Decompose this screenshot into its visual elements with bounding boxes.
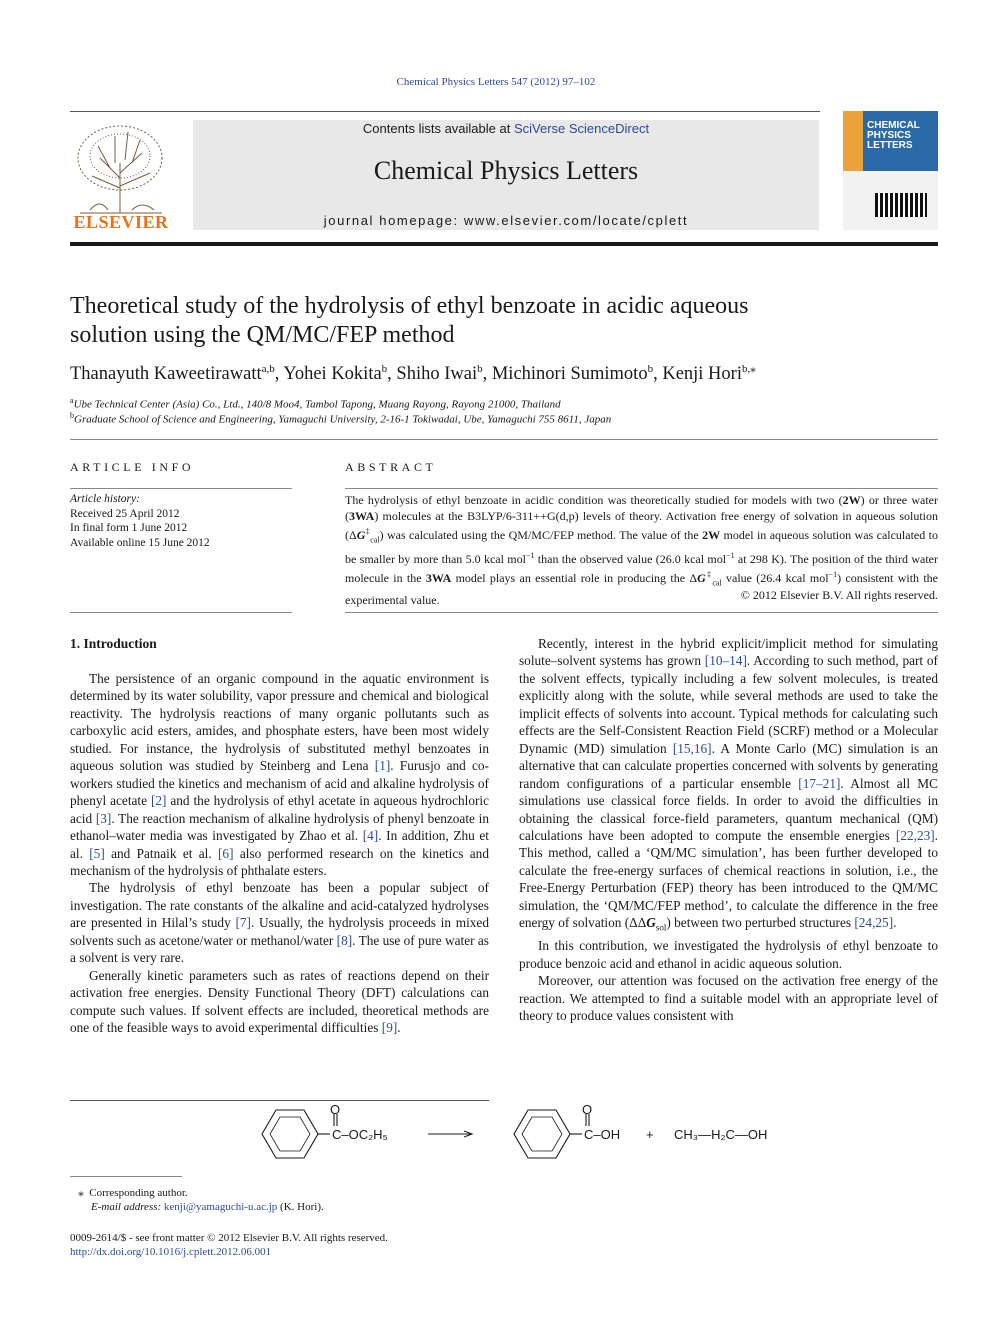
sciencedirect-link[interactable]: SciVerse ScienceDirect	[513, 121, 650, 136]
journal-homepage: journal homepage: www.elsevier.com/locate/cplett	[323, 213, 689, 228]
divider	[70, 488, 292, 489]
divider	[345, 612, 938, 613]
article-info-heading: ARTICLE INFO	[70, 460, 195, 474]
divider	[70, 439, 938, 440]
copyright: © 2012 Elsevier B.V. All rights reserved.	[740, 588, 938, 602]
author: Michinori Sumimoto$^b$,	[491, 363, 663, 385]
author: Yohei Kokita$^b$,	[283, 363, 397, 385]
author: Shiho Iwai$^b$,	[396, 363, 492, 385]
affiliation-a: $^a$Ube Technical Center (Asia) Co., Ltd., 140/8 Moo4, Tambol Tapong, Muang Rayong, Rayong 21000, Thailand	[70, 396, 561, 411]
cover-title: CHEMICAL PHYSICS LETTERS	[867, 120, 920, 151]
email-note: E-mail address: kenji@yamaguchi-u.ac.jp (K. Hori).	[91, 1201, 324, 1213]
ester-group-label: C–OC₂H₅	[332, 1127, 388, 1142]
abstract-heading: ABSTRACT	[345, 460, 437, 474]
article-title: Theoretical study of the hydrolysis of ethyl benzoate in acidic aqueous solution using the QM/MC/FEP method	[70, 293, 749, 348]
acid-group-label: C–OH	[584, 1127, 621, 1142]
reaction-scheme	[250, 1098, 790, 1168]
paragraph: The persistence of an organic compound in the aquatic environment is determined by its water solubility, vapor pressure and chemical and biological reactivity. The hydrolysis reactions of many organic pollutants such as carboxylic acid esters, amides, and phosphate esters, have been most widely studied. For instance, the hydrolysis of substituted methyl benzoates in aqueous solution was studied by Steinberg and Lena [1]. Furusjo and co-workers studied the kinetics and mechanism of acid and alkaline hydrolysis of phenyl acetate [2] and the hydrolysis of ethyl acetate in aqueous hydrochloric acid [3]. The reaction mechanism of alkaline hydrolysis of phenyl benzoate in ethanol–water media was investigated by Zhao et al. [4]. In addition, Zhu et al. [5] and Patnaik et al. [6] also performed research on the kinetics and mechanism of the hydrolysis of phthalate esters.	[70, 671, 489, 878]
header-rule	[70, 111, 820, 112]
divider	[345, 488, 938, 489]
corresponding-author-note: ⁎ Corresponding author.	[78, 1187, 188, 1199]
author-list	[70, 362, 938, 385]
issn-line: 0009-2614/$ - see front matter © 2012 Elsevier B.V. All rights reserved.	[70, 1232, 388, 1244]
journal-title: Chemical Physics Letters	[373, 156, 639, 185]
ethanol-formula: CH₃—H₂C—OH	[674, 1127, 768, 1142]
section-heading-introduction: 1. Introduction	[70, 636, 157, 651]
elsevier-wordmark: ELSEVIER	[73, 212, 169, 232]
author-email-link[interactable]: kenji@yamaguchi-u.ac.jp	[163, 1201, 278, 1213]
paragraph: The hydrolysis of ethyl benzoate has been a popular subject of investigation. The rate constants of the alkaline and acid-catalyzed hydrolyses are presented in Hilal’s study [7]. Usually, the hydrolysis proceeds in mixed solvents such as acetone/water or methanol/water [8]. The use of pure water as a solvent is very rare.	[70, 880, 489, 966]
header-thick-rule	[70, 242, 938, 246]
paragraph: Moreover, our attention was focused on the activation free energy of the reaction. We attempted to find a suitable model with an appropriate level of theory to produce values consistent with	[519, 973, 938, 1024]
author: Thanayuth Kaweetirawatt$^{a,b}$,	[70, 363, 284, 385]
paragraph: In this contribution, we investigated the hydrolysis of ethyl benzoate to produce benzoic acid and ethanol in acidic aqueous solution.	[519, 938, 938, 971]
abstract-text: The hydrolysis of ethyl benzoate in acidic condition was theoretically studied for models with two (2W) or three water (3WA) molecules at the B3LYP/6-311++G(d,p) levels of theory. Activation free energy of solvation in aqueous solution $(\Delta G^\ddagger_{cal})$ was calculated using the QM/MC/FEP method. The value of the 2W model in aqueous solution was calculated to be smaller by more than 5.0 kcal mol$^{-1}$ than the observed value (26.0 kcal mol$^{-1}$ at 298 K). The position of the third water molecule in the 3WA model plays an essential role in producing the $\Delta G^\ddagger_{cal}$ value (26.4 kcal mol$^{-1}$) consistent with the experimental value.	[345, 493, 939, 607]
doi-link[interactable]: http://dx.doi.org/10.1016/j.cplett.2012.06.001	[70, 1246, 272, 1258]
carbonyl-oxygen-label: O	[330, 1102, 341, 1117]
homepage-url[interactable]: www.elsevier.com/locate/cplett	[463, 213, 689, 228]
paragraph: Recently, interest in the hybrid explicit/implicit method for simulating solute–solvent systems has grown [10–14]. According to such method, part of the solvent effects, typically including a few solvent molecules, is treated explicitly along with the solute, while several methods are used to take the implicit effects of solvents into account. Typical methods for calculating such effects are the Self-Consistent Reaction Field (SCRF) method or a Molecular Dynamic (MD) simulation [15,16]. A Monte Carlo (MC) simulation is an alternative that can calculate properties concerned with solvents by generating random configurations of a particular ensemble [17–21]. Almost all MC simulations use classical force fields. In order to avoid the difficulties in obtaining the classical force-field parameters, quantum mechanical (QM) calculations have been adopted to compute the ensemble energies [22,23]. This method, called a ‘QM/MC simulation’, has been further developed to calculate the free-energy surfaces of chemical reactions in solution, i.e., the Free-Energy Perturbation (FEP) theory has been introduced to the QM/MC simulation, the ‘QM/MC/FEP method’, to calculate the difference in the free energy of solvation $(\Delta\Delta G_{sol})$ between two perturbed structures [24,25].	[519, 636, 938, 933]
carbonyl-oxygen-label: O	[582, 1102, 593, 1117]
article-history: Article history: Received 25 April 2012 In final form 1 June 2012 Available online 15 June 2012	[70, 493, 210, 549]
author: Kenji Hori$^{b,⁎}$	[662, 363, 756, 385]
body-column-left	[70, 670, 489, 1037]
contents-line: Contents lists available at SciVerse ScienceDirect	[362, 121, 650, 136]
footnote-rule	[70, 1176, 182, 1177]
affiliation-b: $^b$Graduate School of Science and Engineering, Yamaguchi University, 2-16-1 Tokiwadai, Ube, Yamaguchi 755 8611, Japan	[70, 411, 612, 426]
paragraph: Generally kinetic parameters such as rates of reactions depend on their activation free energies. Density Functional Theory (DFT) calculations can compute such values. If solvent effects are included, theoretical methods are one of the feasible ways to avoid experimental difficulties [9].	[70, 967, 489, 1036]
journal-reference[interactable]: Chemical Physics Letters 547 (2012) 97–102	[396, 76, 596, 88]
body-column-right	[519, 635, 938, 1025]
divider	[70, 612, 292, 613]
plus-sign: +	[646, 1127, 654, 1142]
cover-barcode-graphic	[875, 193, 927, 217]
journal-cover-thumbnail	[843, 111, 938, 230]
